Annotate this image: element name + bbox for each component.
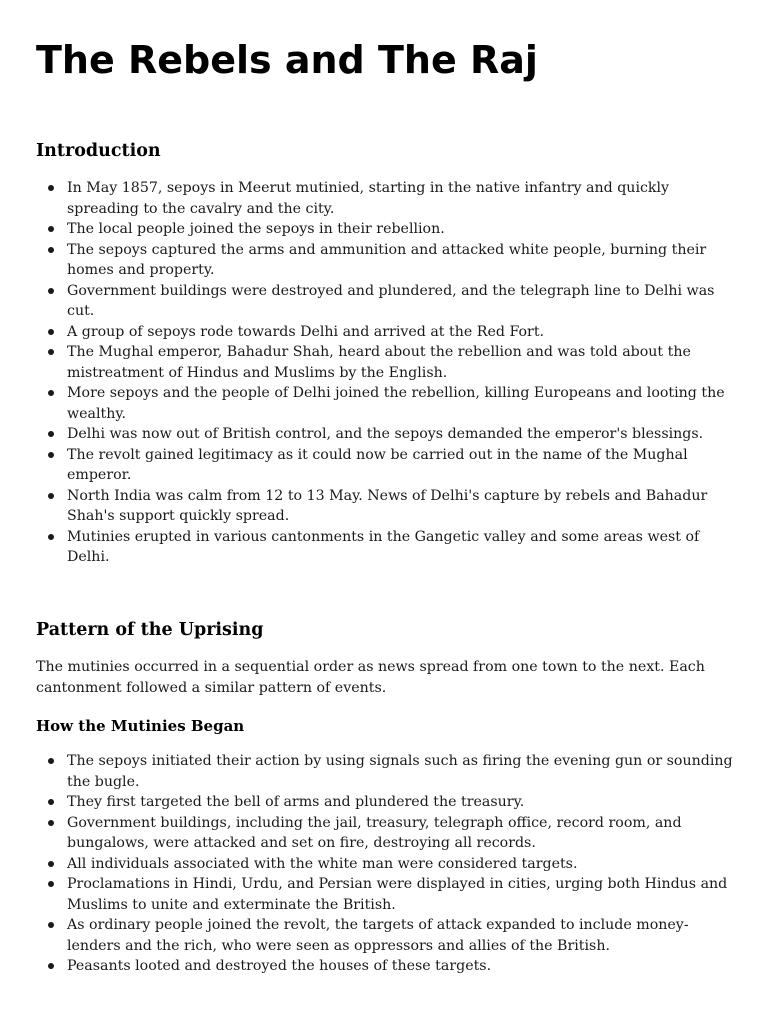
- bullet-icon: [48, 881, 54, 887]
- list-item-text: All individuals associated with the white man were considered targets.: [67, 855, 578, 872]
- list-item: [36, 219, 736, 240]
- introduction-heading: Introduction: [36, 141, 161, 161]
- bullet-icon: [48, 247, 54, 253]
- bullet-icon: [48, 758, 54, 764]
- list-item: [36, 486, 736, 527]
- pattern-heading: Pattern of the Uprising: [36, 620, 264, 640]
- bullet-icon: [48, 452, 54, 458]
- list-item: [36, 751, 736, 792]
- list-item-text: The revolt gained legitimacy as it could now be carried out in the name of the Mughal emperor.: [67, 446, 688, 483]
- mutinies-began-list: [36, 751, 736, 977]
- bullet-icon: [48, 431, 54, 437]
- list-item: [36, 792, 736, 813]
- list-item-text: As ordinary people joined the revolt, the targets of attack expanded to include money-lenders and the rich, who were seen as oppressors and allies of the British.: [67, 917, 689, 954]
- list-item-text: Proclamations in Hindi, Urdu, and Persian were displayed in cities, urging both Hindus and Muslims to unite and exterminate the British.: [67, 876, 728, 913]
- introduction-list: [36, 178, 736, 568]
- list-item: [36, 854, 736, 875]
- bullet-icon: [48, 922, 54, 928]
- list-item-text: Delhi was now out of British control, and the sepoys demanded the emperor's blessings.: [67, 426, 704, 442]
- list-item-text: The sepoys initiated their action by using signals such as firing the evening gun or sounding the bugle.: [67, 753, 733, 790]
- list-item-text: Peasants looted and destroyed the houses of these targets.: [67, 958, 492, 974]
- list-item: [36, 527, 736, 568]
- list-item: [36, 281, 736, 322]
- list-item-text: The local people joined the sepoys in their rebellion.: [67, 221, 445, 237]
- list-item: [36, 383, 736, 424]
- bullet-icon: [48, 185, 54, 191]
- pattern-paragraph: The mutinies occurred in a sequential order as news spread from one town to the next. Each cantonment followed a similar pattern of events.: [36, 659, 705, 696]
- list-item-text: More sepoys and the people of Delhi joined the rebellion, killing Europeans and looting the wealthy.: [67, 385, 725, 422]
- list-item: [36, 240, 736, 281]
- list-item-text: Government buildings, including the jail, treasury, telegraph office, record room, and bungalows, were attacked and set on fire, destroying all records.: [67, 814, 682, 851]
- list-item-text: They first targeted the bell of arms and plundered the treasury.: [67, 794, 525, 810]
- list-item: [36, 342, 736, 383]
- list-item: [36, 956, 736, 977]
- list-item-text: Mutinies erupted in various cantonments in the Gangetic valley and some areas west of Delhi.: [67, 528, 700, 565]
- list-item-text: In May 1857, sepoys in Meerut mutinied, starting in the native infantry and quickly spreading to the cavalry and the city.: [67, 180, 670, 217]
- list-item-text: The sepoys captured the arms and ammunition and attacked white people, burning their homes and property.: [67, 241, 707, 278]
- bullet-icon: [48, 963, 54, 969]
- mutinies-began-heading: How the Mutinies Began: [36, 717, 245, 735]
- list-item: [36, 424, 736, 445]
- list-item-text: The Mughal emperor, Bahadur Shah, heard about the rebellion and was told about the mistreatment of Hindus and Muslims by the English.: [67, 344, 691, 381]
- bullet-icon: [48, 861, 54, 867]
- list-item: [36, 915, 736, 956]
- bullet-icon: [48, 226, 54, 232]
- bullet-icon: [48, 534, 54, 540]
- list-item-text: A group of sepoys rode towards Delhi and arrived at the Red Fort.: [67, 323, 545, 340]
- list-item: [36, 445, 736, 486]
- list-item: [36, 813, 736, 854]
- bullet-icon: [48, 288, 54, 294]
- list-item: [36, 178, 736, 219]
- bullet-icon: [48, 799, 54, 805]
- list-item-text: Government buildings were destroyed and plundered, and the telegraph line to Delhi was cut.: [67, 282, 715, 319]
- bullet-icon: [48, 493, 54, 499]
- list-item-text: North India was calm from 12 to 13 May. News of Delhi's capture by rebels and Bahadur Shah's support quickly spread.: [67, 487, 708, 524]
- bullet-icon: [48, 329, 54, 335]
- list-item: [36, 874, 736, 915]
- bullet-icon: [48, 349, 54, 355]
- list-item: [36, 322, 736, 343]
- bullet-icon: [48, 390, 54, 396]
- page-title: The Rebels and The Raj: [36, 38, 538, 82]
- bullet-icon: [48, 820, 54, 826]
